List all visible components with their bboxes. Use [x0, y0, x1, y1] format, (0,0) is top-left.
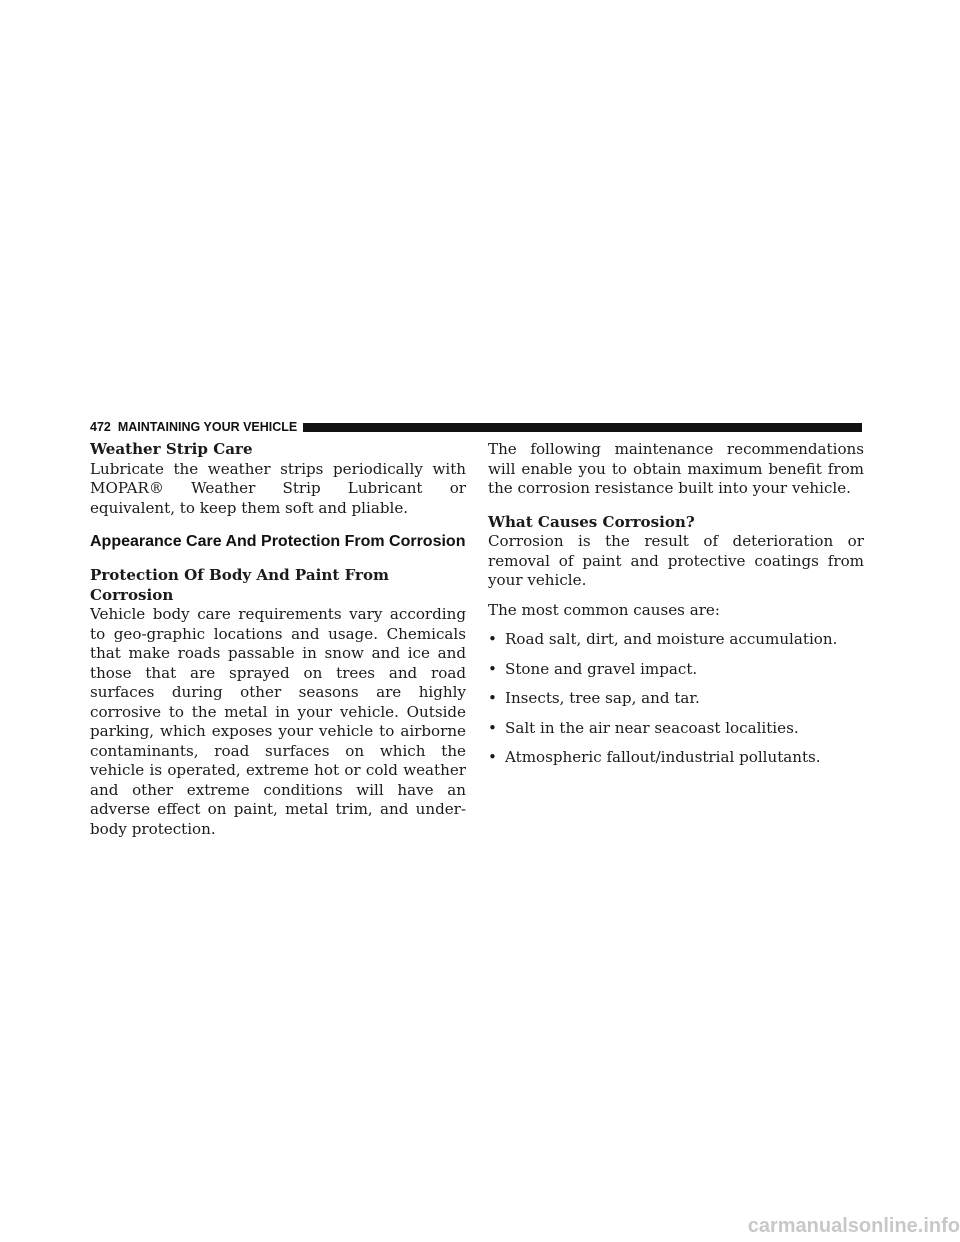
left-column: [90, 440, 466, 839]
bullet-icon: •: [488, 748, 497, 766]
maintenance-intro: The following maintenance recommendations will enable you to obtain maximum benefit from the corrosion resistance built into your vehicle.: [488, 440, 864, 497]
bullet-icon: •: [488, 689, 497, 707]
causes-list: [488, 630, 864, 768]
causes-list-intro: The most common causes are:: [488, 600, 720, 619]
causes-heading: What Causes Corrosion?: [488, 512, 695, 531]
list-item: • Stone and gravel impact.: [488, 659, 698, 678]
watermark: carmanualsonline.info: [747, 1215, 960, 1237]
page-header: [90, 420, 862, 434]
list-item: • Insects, tree sap, and tar.: [488, 689, 700, 707]
causes-body: Corrosion is the result of deterioration or removal of paint and protective coatings from your vehicle.: [488, 532, 864, 589]
weather-strip-heading: Weather Strip Care: [90, 440, 253, 458]
bullet-icon: •: [488, 659, 497, 678]
section-title: MAINTAINING YOUR VEHICLE: [117, 420, 298, 434]
list-item: • Salt in the air near seacoast localities.: [488, 718, 799, 737]
weather-strip-body: Lubricate the weather strips periodically with MOPAR® Weather Strip Lubricant or equivalent, to keep them soft and pliable.: [90, 459, 466, 517]
bullet-icon: •: [488, 718, 497, 737]
protection-body: Vehicle body care requirements vary according to geo-graphic locations and usage. Chemicals that make roads passable in snow and ice and those that are sprayed on trees and road surfaces during other seasons are highly corrosive to the metal in your vehicle. Outside parking, which exposes your vehicle to airborne contaminants, road surfaces on which the vehicle is operated, extreme hot or cold weather and other extreme conditions will have an adverse effect on paint, metal trim, and under-body protection.: [90, 605, 466, 838]
page-number: 472: [90, 420, 111, 434]
protection-heading: Protection Of Body And Paint From Corrosion: [90, 566, 390, 604]
appearance-care-heading: Appearance Care And Protection From Corrosion: [90, 533, 466, 550]
right-column: [488, 440, 864, 778]
list-item: • Atmospheric fallout/industrial pollutants.: [488, 748, 821, 766]
bullet-icon: •: [488, 630, 497, 648]
header-rule: [303, 423, 862, 432]
list-item: • Road salt, dirt, and moisture accumulation.: [488, 630, 838, 648]
